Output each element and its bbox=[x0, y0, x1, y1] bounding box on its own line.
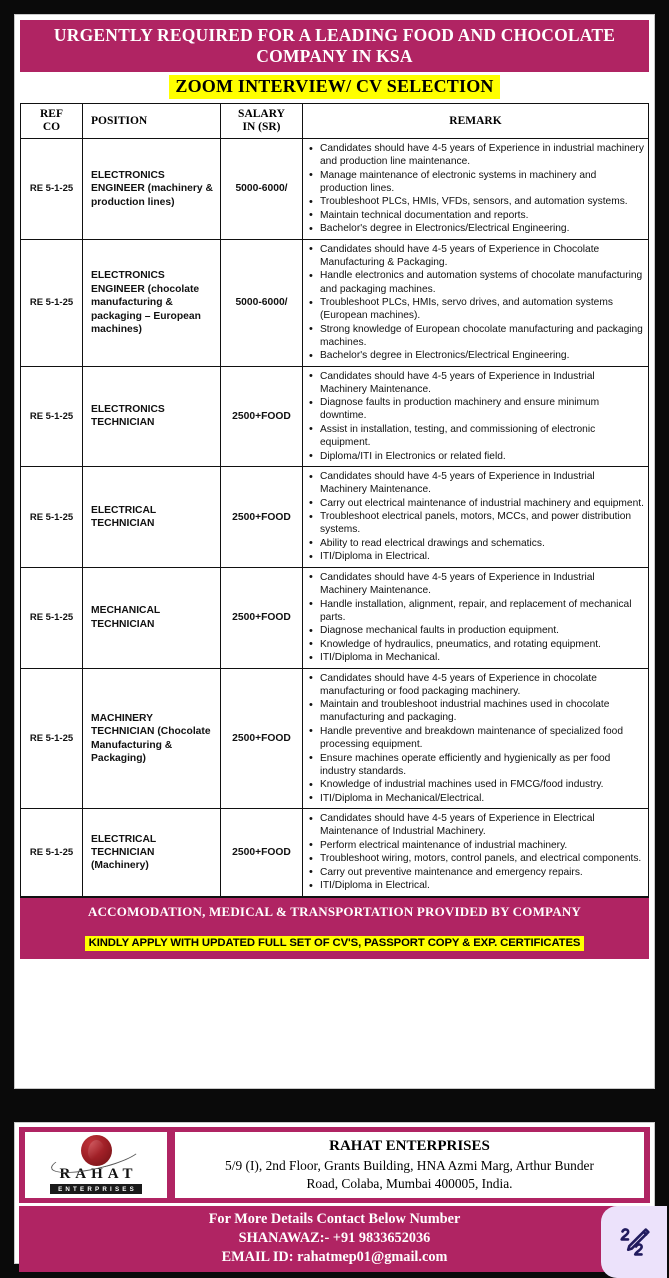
interview-mode-highlight: ZOOM INTERVIEW/ CV SELECTION bbox=[169, 75, 499, 99]
rahat-sphere-icon bbox=[48, 1135, 144, 1166]
remark-item: • ITI/Diploma in Mechanical/Electrical. bbox=[309, 792, 644, 805]
remark-item: • Diagnose faults in production machinery and ensure minimum downtime. bbox=[309, 396, 644, 422]
headline-banner bbox=[20, 20, 649, 72]
remark-item: • Candidates should have 4-5 years of Experience in Industrial Machinery Maintenance. bbox=[309, 470, 644, 496]
cell-remark bbox=[303, 668, 649, 808]
contact-banner bbox=[19, 1206, 650, 1272]
cell-remark bbox=[303, 567, 649, 668]
remark-item: • Diagnose mechanical faults in production equipment. bbox=[309, 624, 644, 637]
company-address-row bbox=[19, 1127, 650, 1203]
remark-list bbox=[309, 243, 644, 362]
remark-list bbox=[309, 672, 644, 805]
pen-edit-icon[interactable] bbox=[617, 1224, 651, 1260]
remark-item: • Ensure machines operate efficiently and hygienically as per food industry standards. bbox=[309, 752, 644, 778]
column-header-ref-line1: REF bbox=[40, 108, 63, 121]
remark-item: • Carry out preventive maintenance and emergency repairs. bbox=[309, 866, 644, 879]
remark-item: • Perform electrical maintenance of industrial machinery. bbox=[309, 839, 644, 852]
table-row bbox=[21, 467, 649, 568]
remark-item: • Handle preventive and breakdown maintenance of specialized food processing equipment. bbox=[309, 725, 644, 751]
logo-subtext: ENTERPRISES bbox=[50, 1184, 142, 1194]
cell-position: ELECTRICAL TECHNICIAN bbox=[83, 467, 221, 568]
company-address-line-2: Road, Colaba, Mumbai 400005, India. bbox=[306, 1175, 513, 1191]
table-header-row bbox=[21, 104, 649, 139]
remark-item: • Strong knowledge of European chocolate manufacturing and packaging machines. bbox=[309, 323, 644, 349]
company-contact-document bbox=[14, 1122, 655, 1264]
cell-salary: 2500+FOOD bbox=[221, 809, 303, 897]
cell-position: ELECTRONICS ENGINEER (machinery & production lines) bbox=[83, 139, 221, 240]
contact-phone: SHANAWAZ:- +91 9833652036 bbox=[238, 1230, 431, 1247]
company-logo bbox=[25, 1132, 167, 1198]
remark-item: • ITI/Diploma in Mechanical. bbox=[309, 651, 644, 664]
apply-banner bbox=[20, 927, 649, 959]
headline-line-1: URGENTLY REQUIRED FOR A LEADING FOOD AND CHOCOLATE bbox=[53, 25, 616, 45]
remark-item: • Assist in installation, testing, and commissioning of electronic equipment. bbox=[309, 423, 644, 449]
table-row bbox=[21, 366, 649, 466]
cell-ref-code: RE 5-1-25 bbox=[21, 809, 83, 897]
remark-item: • Manage maintenance of electronic systems in machinery and production lines. bbox=[309, 169, 644, 195]
headline-line-2: COMPANY IN KSA bbox=[256, 45, 413, 66]
remark-item: • Knowledge of hydraulics, pneumatics, and rotating equipment. bbox=[309, 638, 644, 651]
jobs-table bbox=[20, 103, 649, 897]
cell-ref-code: RE 5-1-25 bbox=[21, 139, 83, 240]
cell-salary: 5000-6000/ bbox=[221, 139, 303, 240]
logo-wordmark: RAHAT bbox=[59, 1166, 138, 1182]
remark-item: • ITI/Diploma in Electrical. bbox=[309, 879, 644, 892]
benefits-banner: ACCOMODATION, MEDICAL & TRANSPORTATION PROVIDED BY COMPANY bbox=[20, 897, 649, 927]
remark-item: • Carry out electrical maintenance of industrial machinery and equipment. bbox=[309, 497, 644, 510]
remark-item: • Candidates should have 4-5 years of Experience in Electrical Maintenance of Industrial Machinery. bbox=[309, 812, 644, 838]
column-header-ref-line2: CO bbox=[42, 121, 61, 134]
floating-edit-widget[interactable] bbox=[601, 1206, 667, 1278]
remark-item: • Troubleshoot wiring, motors, control panels, and electrical components. bbox=[309, 852, 644, 865]
remark-item: • Bachelor's degree in Electronics/Electrical Engineering. bbox=[309, 222, 644, 235]
remark-list bbox=[309, 370, 644, 463]
remark-item: • Maintain technical documentation and reports. bbox=[309, 209, 644, 222]
cell-position: ELECTRICAL TECHNICIAN (Machinery) bbox=[83, 809, 221, 897]
cell-position: ELECTRONICS ENGINEER (chocolate manufacturing & packaging – European machines) bbox=[83, 239, 221, 366]
remark-list bbox=[309, 142, 644, 235]
cell-salary: 2500+FOOD bbox=[221, 567, 303, 668]
remark-item: • Knowledge of industrial machines used in FMCG/food industry. bbox=[309, 778, 644, 791]
apply-banner-highlight: KINDLY APPLY WITH UPDATED FULL SET OF CV'S, PASSPORT COPY & EXP. CERTIFICATES bbox=[85, 936, 585, 951]
cell-ref-code: RE 5-1-25 bbox=[21, 239, 83, 366]
cell-remark bbox=[303, 139, 649, 240]
cell-ref-code: RE 5-1-25 bbox=[21, 467, 83, 568]
table-row bbox=[21, 809, 649, 897]
cell-ref-code: RE 5-1-25 bbox=[21, 668, 83, 808]
cell-position: MACHINERY TECHNICIAN (Chocolate Manufacturing & Packaging) bbox=[83, 668, 221, 808]
remark-item: • Candidates should have 4-5 years of Experience in chocolate manufacturing or food packaging machinery. bbox=[309, 672, 644, 698]
column-header-ref bbox=[21, 104, 83, 139]
contact-email: EMAIL ID: rahatmep01@gmail.com bbox=[221, 1249, 448, 1266]
sphere-icon bbox=[81, 1135, 112, 1166]
cell-position: MECHANICAL TECHNICIAN bbox=[83, 567, 221, 668]
company-name: RAHAT ENTERPRISES bbox=[329, 1137, 490, 1154]
remark-item: • Troubleshoot PLCs, HMIs, VFDs, sensors, and automation systems. bbox=[309, 195, 644, 208]
cell-salary: 2500+FOOD bbox=[221, 366, 303, 466]
cell-position: ELECTRONICS TECHNICIAN bbox=[83, 366, 221, 466]
remark-item: • ITI/Diploma in Electrical. bbox=[309, 550, 644, 563]
cell-remark bbox=[303, 467, 649, 568]
cell-ref-code: RE 5-1-25 bbox=[21, 366, 83, 466]
cell-remark bbox=[303, 366, 649, 466]
company-address-line-1: 5/9 (I), 2nd Floor, Grants Building, HNA Azmi Marg, Arthur Bunder bbox=[225, 1157, 594, 1173]
remark-item: • Maintain and troubleshoot industrial machines used in chocolate manufacturing and packaging. bbox=[309, 698, 644, 724]
cell-salary: 2500+FOOD bbox=[221, 668, 303, 808]
column-header-salary-line1: SALARY bbox=[238, 108, 285, 121]
table-row bbox=[21, 668, 649, 808]
remark-item: • Candidates should have 4-5 years of Experience in Industrial Machinery Maintenance. bbox=[309, 370, 644, 396]
remark-item: • Ability to read electrical drawings and schematics. bbox=[309, 537, 644, 550]
remark-list bbox=[309, 470, 644, 563]
remark-item: • Handle electronics and automation systems of chocolate manufacturing and packaging machines. bbox=[309, 269, 644, 295]
remark-item: • Candidates should have 4-5 years of Experience in Chocolate Manufacturing & Packaging. bbox=[309, 243, 644, 269]
cell-salary: 5000-6000/ bbox=[221, 239, 303, 366]
column-header-salary bbox=[221, 104, 303, 139]
cell-remark bbox=[303, 239, 649, 366]
table-row bbox=[21, 139, 649, 240]
remark-list bbox=[309, 812, 644, 892]
table-row bbox=[21, 239, 649, 366]
contact-prompt: For More Details Contact Below Number bbox=[208, 1211, 461, 1227]
cell-remark bbox=[303, 809, 649, 897]
column-header-position: POSITION bbox=[83, 104, 221, 139]
cell-salary: 2500+FOOD bbox=[221, 467, 303, 568]
jobs-table-body bbox=[21, 139, 649, 897]
remark-item: • Troubleshoot PLCs, HMIs, servo drives, and automation systems (European machines). bbox=[309, 296, 644, 322]
remark-item: • Handle installation, alignment, repair, and replacement of mechanical parts. bbox=[309, 598, 644, 624]
remark-item: • Bachelor's degree in Electronics/Electrical Engineering. bbox=[309, 349, 644, 362]
job-advertisement-document bbox=[14, 14, 655, 1089]
table-row bbox=[21, 567, 649, 668]
remark-item: • Troubleshoot electrical panels, motors, MCCs, and power distribution systems. bbox=[309, 510, 644, 536]
company-address-block bbox=[175, 1132, 644, 1198]
jobs-table-head bbox=[21, 104, 649, 139]
remark-item: • Candidates should have 4-5 years of Experience in industrial machinery and production line maintenance. bbox=[309, 142, 644, 168]
column-header-remark: REMARK bbox=[303, 104, 649, 139]
column-header-salary-line2: IN (SR) bbox=[242, 121, 281, 134]
remark-item: • Diploma/ITI in Electronics or related field. bbox=[309, 450, 644, 463]
remark-item: • Candidates should have 4-5 years of Experience in Industrial Machinery Maintenance. bbox=[309, 571, 644, 597]
interview-mode-banner bbox=[20, 72, 649, 103]
remark-list bbox=[309, 571, 644, 664]
cell-ref-code: RE 5-1-25 bbox=[21, 567, 83, 668]
